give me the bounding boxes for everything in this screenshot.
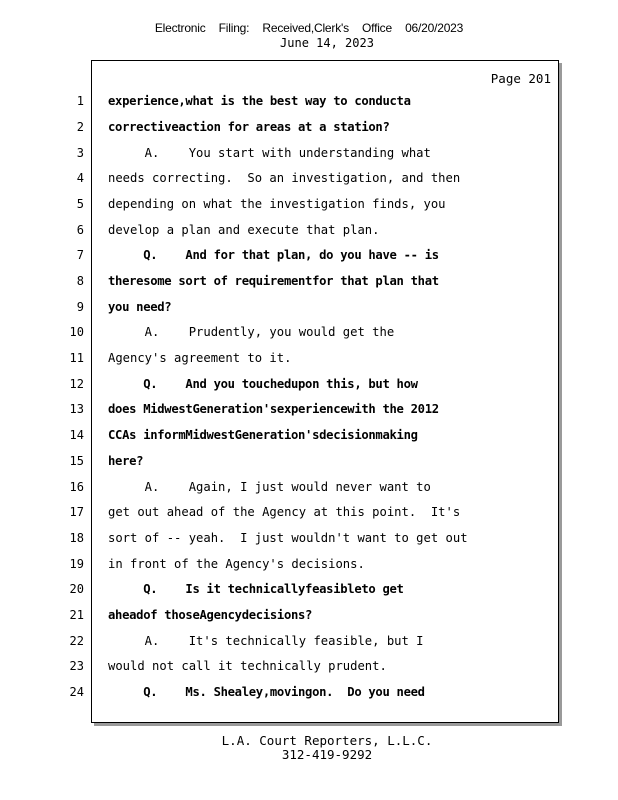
line-text: correctiveaction for areas at a station? xyxy=(108,120,390,134)
transcript-line xyxy=(0,351,618,375)
line-number: 23 xyxy=(69,659,84,673)
line-number: 11 xyxy=(69,351,84,365)
line-number: 16 xyxy=(69,480,84,494)
transcript-line xyxy=(0,94,618,118)
transcript-line xyxy=(0,505,618,529)
transcript-line xyxy=(0,531,618,555)
line-text: does MidwestGeneration'sexperiencewith the 2012 xyxy=(108,402,439,416)
transcript-line xyxy=(0,377,618,401)
line-text: get out ahead of the Agency at this point. It's xyxy=(108,505,461,519)
line-number: 19 xyxy=(69,557,84,571)
line-text: A. It's technically feasible, but I xyxy=(108,634,424,648)
line-number: 15 xyxy=(69,454,84,468)
line-number: 10 xyxy=(69,325,84,339)
line-text: would not call it technically prudent. xyxy=(108,659,387,673)
line-text: Q. And for that plan, do you have -- is xyxy=(108,248,439,262)
transcript-line xyxy=(0,402,618,426)
transcript-line xyxy=(0,274,618,298)
line-text: Q. Is it technicallyfeasibleto get xyxy=(108,582,404,596)
line-number: 14 xyxy=(69,428,84,442)
reporter-phone: 312-419-9292 xyxy=(281,747,373,762)
line-number: 6 xyxy=(76,223,84,237)
transcript-line xyxy=(0,171,618,195)
line-text: Agency's agreement to it. xyxy=(108,351,292,365)
line-text: develop a plan and execute that plan. xyxy=(108,223,380,237)
line-number: 1 xyxy=(76,94,84,108)
line-text: aheadof thoseAgencydecisions? xyxy=(108,608,313,622)
line-text: Q. And you touchedupon this, but how xyxy=(108,377,418,391)
line-text: sort of -- yeah. I just wouldn't want to get out xyxy=(108,531,468,545)
line-number: 9 xyxy=(76,300,84,314)
transcript-line xyxy=(0,685,618,709)
line-number: 4 xyxy=(76,171,84,185)
line-text: experience,what is the best way to conducta xyxy=(108,94,411,108)
reporter-company: L.A. Court Reporters, L.L.C. xyxy=(221,733,433,748)
transcript-line xyxy=(0,608,618,632)
line-number: 22 xyxy=(69,634,84,648)
transcript-line xyxy=(0,454,618,478)
transcript-line xyxy=(0,146,618,170)
line-number: 20 xyxy=(69,582,84,596)
line-text: here? xyxy=(108,454,144,468)
line-number: 2 xyxy=(76,120,84,134)
line-number: 21 xyxy=(69,608,84,622)
line-number: 18 xyxy=(69,531,84,545)
transcript-line xyxy=(0,480,618,504)
line-text: Q. Ms. Shealey,movingon. Do you need xyxy=(108,685,425,699)
line-text: A. Again, I just would never want to xyxy=(108,480,431,494)
line-text: you need? xyxy=(108,300,172,314)
transcript-line xyxy=(0,428,618,452)
transcript-line xyxy=(0,659,618,683)
line-text: A. Prudently, you would get the xyxy=(108,325,395,339)
line-number: 24 xyxy=(69,685,84,699)
line-text: A. You start with understanding what xyxy=(108,146,431,160)
transcript-line xyxy=(0,300,618,324)
line-number: 7 xyxy=(76,248,84,262)
transcript-line xyxy=(0,197,618,221)
line-text: needs correcting. So an investigation, and then xyxy=(108,171,461,185)
line-text: in front of the Agency's decisions. xyxy=(108,557,365,571)
line-number: 13 xyxy=(69,402,84,416)
transcript-date: June 14, 2023 xyxy=(280,36,374,50)
line-text: CCAs informMidwestGeneration'sdecisionmaking xyxy=(108,428,418,442)
transcript-line xyxy=(0,223,618,247)
line-number: 3 xyxy=(76,146,84,160)
transcript-line xyxy=(0,582,618,606)
page-number: Page 201 xyxy=(490,71,551,86)
line-number: 5 xyxy=(76,197,84,211)
filing-stamp: Electronic Filing: Received,Clerk's Office 06/20/2023 xyxy=(154,21,464,35)
transcript-line xyxy=(0,557,618,581)
line-text: theresome sort of requirementfor that plan that xyxy=(108,274,439,288)
line-number: 17 xyxy=(69,505,84,519)
transcript-line xyxy=(0,248,618,272)
transcript-line xyxy=(0,634,618,658)
transcript-line xyxy=(0,325,618,349)
line-text: depending on what the investigation finds, you xyxy=(108,197,446,211)
line-number: 8 xyxy=(76,274,84,288)
line-number: 12 xyxy=(69,377,84,391)
transcript-line xyxy=(0,120,618,144)
